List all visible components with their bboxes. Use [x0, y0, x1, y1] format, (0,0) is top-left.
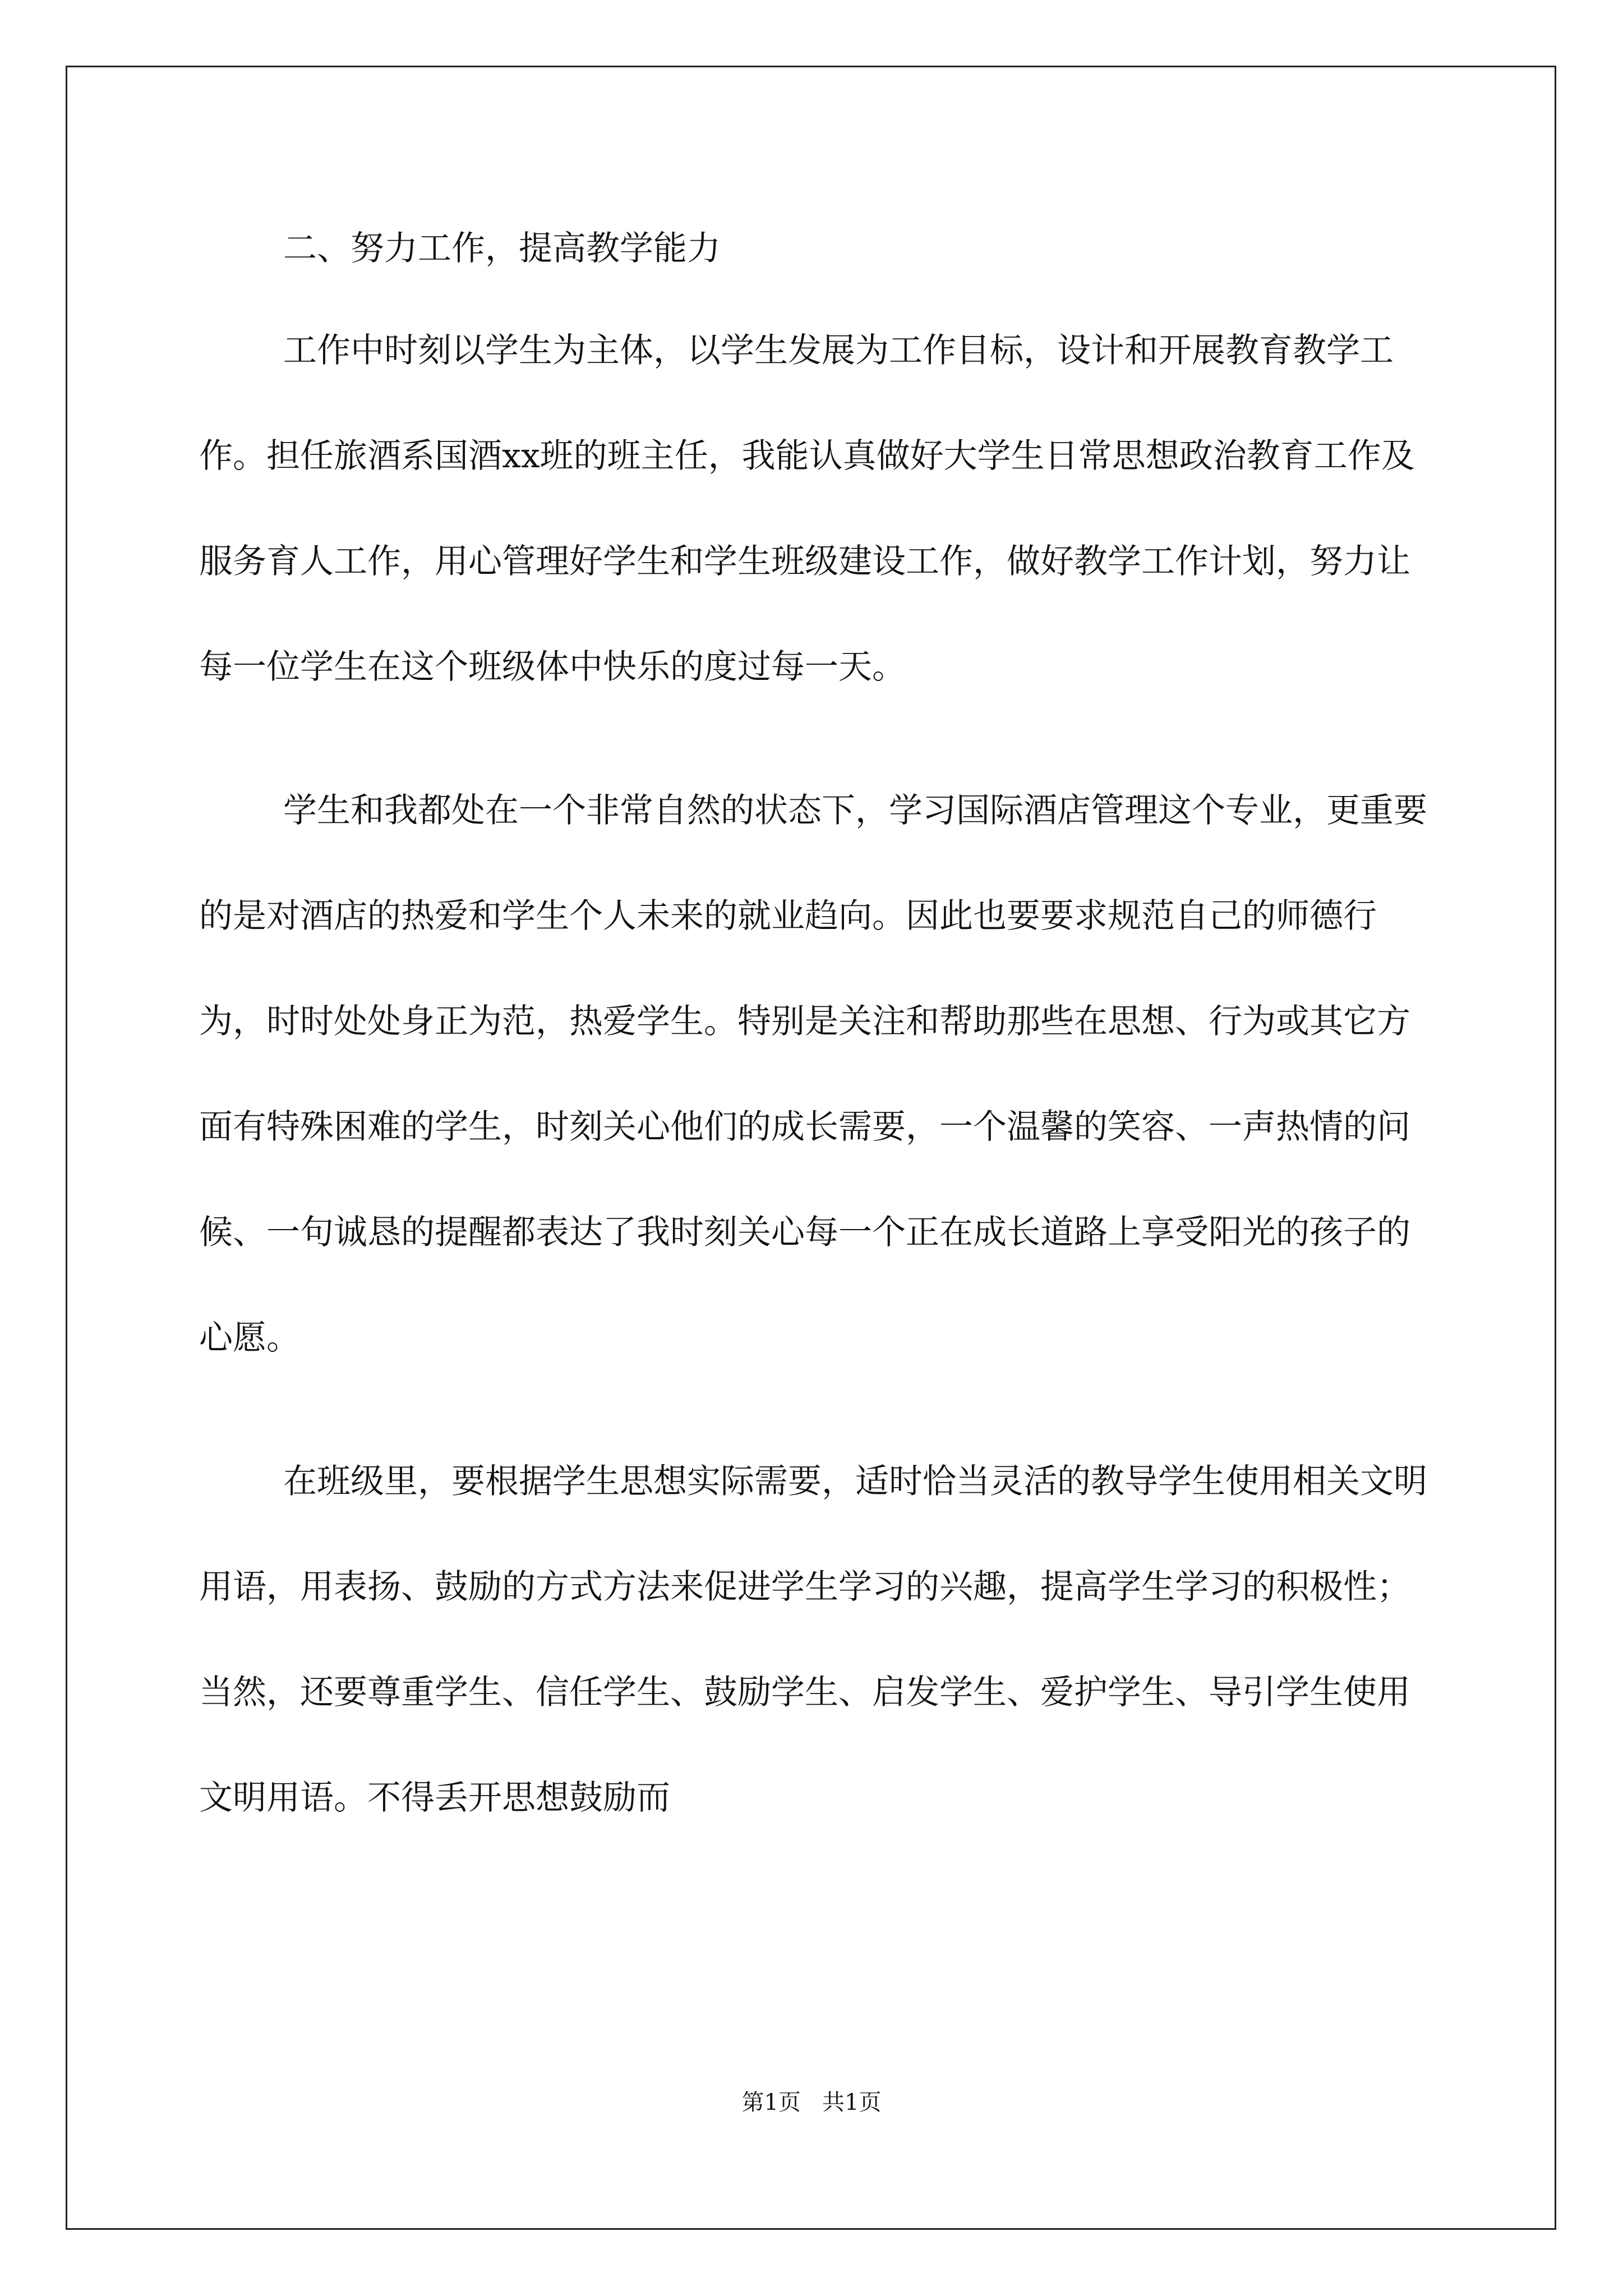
document-body: [199, 215, 1427, 1851]
page-number-footer: 第1页 共1页: [741, 2090, 882, 2115]
paragraph-1: 工作中时刻以学生为主体，以学生发展为工作目标，设计和开展教育教学工作。担任旅酒系国酒xx班的班主任，我能认真做好大学生日常思想政治教育工作及服务育人工作，用心管理好学生和学生班级建设工作，做好教学工作计划，努力让每一位学生在这个班级体中快乐的度过每一天。: [199, 331, 1415, 687]
section-heading: 二、努力工作，提高教学能力: [283, 229, 721, 268]
paragraph-3: 在班级里，要根据学生思想实际需要，适时恰当灵活的教导学生使用相关文明用语，用表扬、鼓励的方式方法来促进学生学习的兴趣，提高学生学习的积极性；当然，还要尊重学生、信任学生、鼓励学生、启发学生、爱护学生、导引学生使用文明用语。不得丢开思想鼓励而: [199, 1462, 1427, 1818]
paragraph-2: 学生和我都处在一个非常自然的状态下，学习国际酒店管理这个专业，更重要的是对酒店的热爱和学生个人未来的就业趋向。因此也要要求规范自己的师德行为，时时处处身正为范，热爱学生。特别是关注和帮助那些在思想、行为或其它方面有特殊困难的学生，时刻关心他们的成长需要，一个温馨的笑容、一声热情的问候、一句诚恳的提醒都表达了我时刻关心每一个正在成长道路上享受阳光的孩子的心愿。: [199, 791, 1427, 1358]
